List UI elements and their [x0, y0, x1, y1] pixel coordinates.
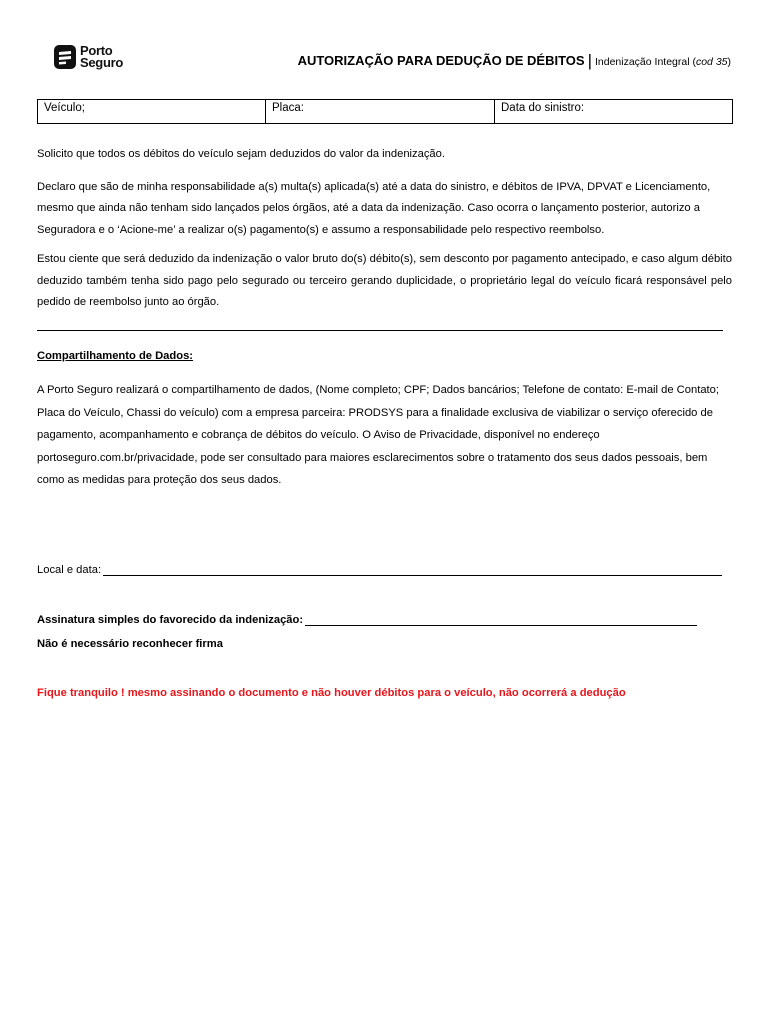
section-title-data-sharing: Compartilhamento de Dados: [37, 349, 194, 362]
paragraph-awareness: Estou ciente que será deduzido da indenização o valor bruto do(s) débito(s), sem desconto por pagamento antecipado, e caso algum débito deduzido também tenha sido pago pelo segurado ou terceiro gerando duplicidade, o proprietário legal do veículo ficará responsável pelo pedido de reembolso junto ao órgão. [37, 253, 732, 308]
notarization-note: Não é necessário reconhecer firma [37, 638, 223, 650]
plate-field[interactable]: Placa: [266, 100, 495, 124]
paragraph-declaration: Declaro que são de minha responsabilidade a(s) multa(s) aplicada(s) até a data do sinistro, e débitos de IPVA, DPVAT e Licenciamento, mesmo que ainda não tenham sido lançados pelos órgãos, até a data da indenização. Caso ocorra o lançamento posterior, autorizo a Seguradora e o ‘Acione-me’ a realizar o(s) pagamento(s) e assumo a responsabilidade pelo respectivo reembolso. [37, 180, 711, 236]
separator-line [37, 322, 723, 331]
logo-wordmark: Porto Seguro [80, 43, 123, 70]
local-date-field[interactable] [37, 564, 722, 576]
porto-seguro-logo [54, 42, 134, 72]
document-body [37, 144, 732, 492]
title-subtitle: Indenização Integral (cod 35) [594, 56, 731, 68]
vehicle-field[interactable]: Veículo; [38, 100, 266, 124]
signature-line[interactable] [305, 615, 697, 626]
paragraph-data-sharing: A Porto Seguro realizará o compartilhamento de dados, (Nome completo; CPF; Dados bancários; Telefone de contato: E-mail de Contato; Placa do Veículo, Chassi do veículo) com a empresa parceira: PRODSYS para a finalidade exclusiva de viabilizar o serviço oferecido de pagamento, acompanhamento e cobrança de débitos do veículo. O Aviso de Privacidade, disponível no endereço portoseguro.com.br/privacidade, pode ser consultado para maiores esclarecimentos sobre o tratamento dos seus dados pessoais, bem como as medidas para proteção dos seus dados. [37, 384, 719, 486]
vehicle-info-table [37, 99, 733, 124]
title-separator: | [587, 51, 592, 70]
porto-seguro-logo-icon [54, 45, 76, 69]
local-date-label: Local e data: [37, 564, 102, 576]
claim-date-field[interactable]: Data do sinistro: [495, 100, 733, 124]
reassurance-alert: Fique tranquilo ! mesmo assinando o documento e não houver débitos para o veículo, não ocorrerá a dedução [37, 687, 626, 699]
signature-field[interactable] [37, 614, 697, 626]
title-main: AUTORIZAÇÃO PARA DEDUÇÃO DE DÉBITOS [297, 53, 585, 68]
local-date-line[interactable] [103, 565, 722, 576]
paragraph-request: Solicito que todos os débitos do veículo sejam deduzidos do valor da indenização. [37, 148, 445, 160]
document-title [298, 50, 731, 70]
signature-label: Assinatura simples do favorecido da indenização: [37, 614, 304, 626]
